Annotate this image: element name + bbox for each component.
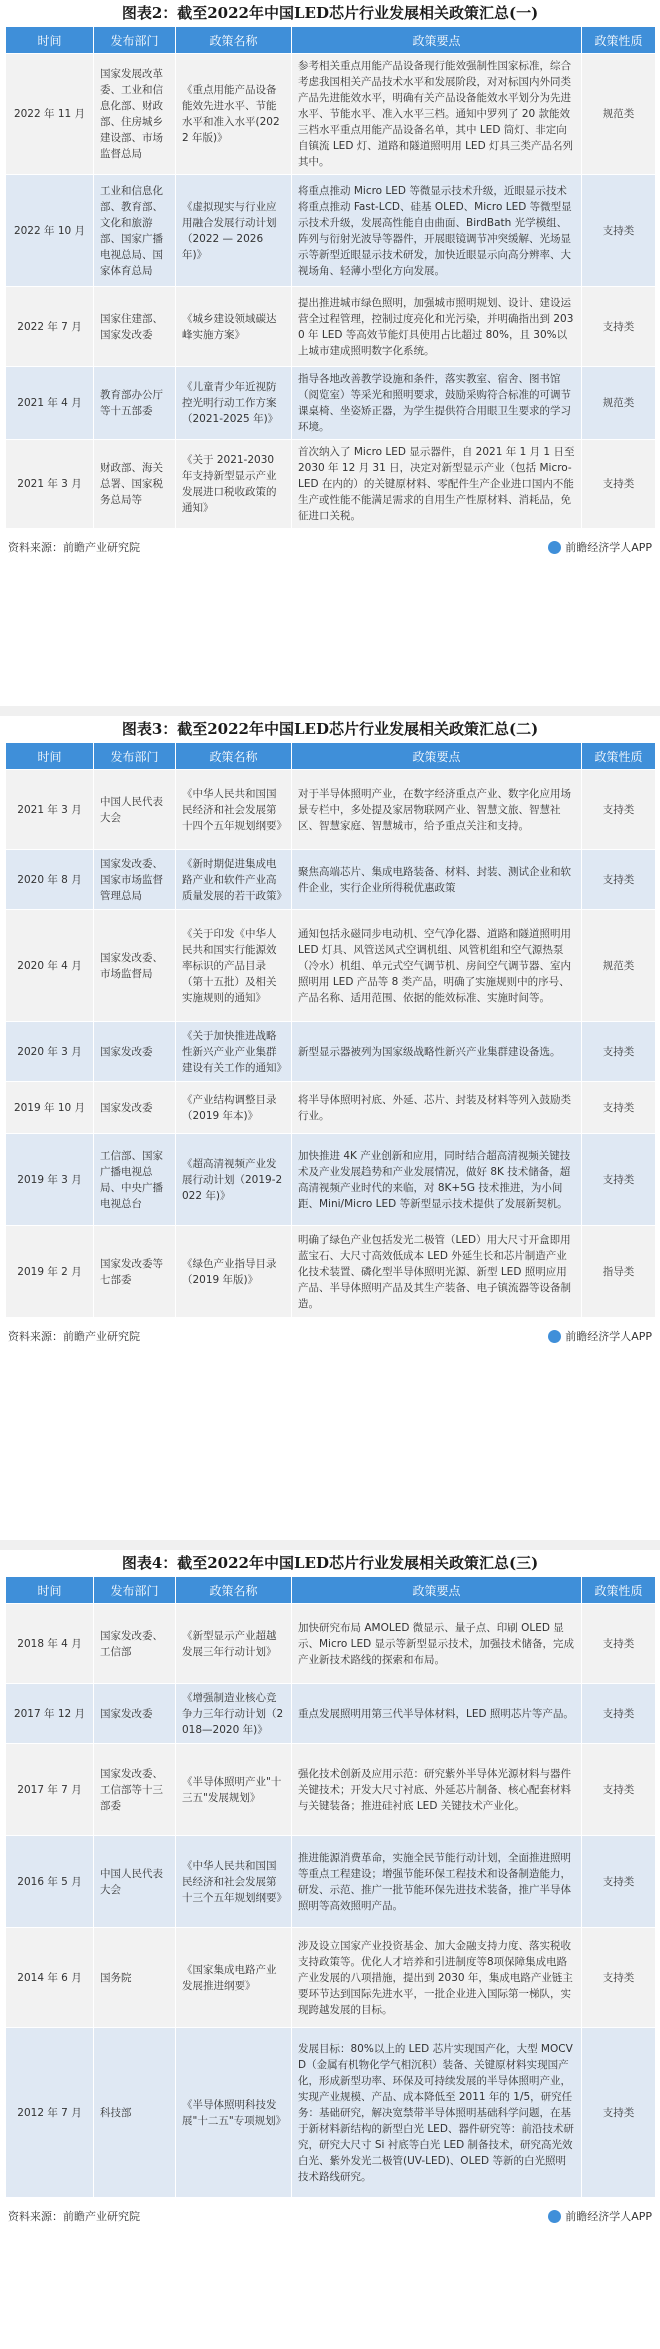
brand-label: 前瞻经济学人APP bbox=[565, 1330, 652, 1343]
cell-dept: 工信部、国家广播电视总局、中央广播电视总台 bbox=[94, 1134, 176, 1226]
header-nature: 政策性质 bbox=[582, 1577, 656, 1604]
header-time: 时间 bbox=[6, 743, 94, 770]
brand-logo-icon bbox=[548, 541, 561, 554]
cell-key: 重点发展照明用第三代半导体材料，LED 照明芯片等产品。 bbox=[292, 1684, 582, 1744]
cell-dept: 国家发改委、市场监督局 bbox=[94, 910, 176, 1022]
policy-table bbox=[5, 26, 656, 529]
table-footer bbox=[0, 2204, 660, 2228]
header-dept: 发布部门 bbox=[94, 743, 176, 770]
cell-dept: 国家发改委、国家市场监督管理总局 bbox=[94, 850, 176, 910]
cell-name: 《超高清视频产业发展行动计划（2019-2022 年)》 bbox=[176, 1134, 292, 1226]
brand-logo-icon bbox=[548, 2210, 561, 2223]
table-title: 图表2：截至2022年中国LED芯片行业发展相关政策汇总(一) bbox=[121, 4, 539, 22]
cell-key: 聚焦高端芯片、集成电路装备、材料、封装、测试企业和软件企业，实行企业所得税优惠政策 bbox=[292, 850, 582, 910]
cell-dept: 国家发改委、工信部等十三部委 bbox=[94, 1744, 176, 1836]
cell-name: 《关于加快推进战略性新兴产业产业集群建设有关工作的通知》 bbox=[176, 1022, 292, 1082]
cell-dept: 中国人民代表大会 bbox=[94, 770, 176, 850]
policy-table bbox=[5, 742, 656, 1318]
brand-label: 前瞻经济学人APP bbox=[565, 2210, 652, 2223]
cell-name: 《儿童青少年近视防控光明行动工作方案（2021-2025 年)》 bbox=[176, 367, 292, 440]
cell-key: 参考相关重点用能产品设备现行能效强制性国家标准，综合考虑我国相关产品技术水平和发展阶段，对对标国内外同类产品先进能效水平，明确有关产品设备能效水平划分为先进水平、节能水平、准入水平三档。通知中罗列了 20 款能效三档水平重点用能产品设备名单，其中 LED 筒灯、非定向自镇流 LED 灯、道路和隧道照明用 LED 灯具三类产品名列其中。 bbox=[292, 54, 582, 175]
section-divider bbox=[0, 1540, 660, 1550]
table-title: 图表4：截至2022年中国LED芯片行业发展相关政策汇总(三) bbox=[121, 1554, 539, 1572]
cell-time: 2022 年 7 月 bbox=[6, 287, 94, 367]
cell-key: 提出推进城市绿色照明，加强城市照明规划、设计、建设运营全过程管理，控制过度亮化和光污染，并明确指出到 2030 年 LED 等高效节能灯具使用占比超过 80%，且 30%以上城市建成照明数字化系统。 bbox=[292, 287, 582, 367]
header-key: 政策要点 bbox=[292, 743, 582, 770]
cell-key: 强化技术创新及应用示范：研究紫外半导体光源材料与器件关键技术；开发大尺寸衬底、外延芯片制备、核心配套材料与关键装备；推进硅衬底 LED 关键技术产业化。 bbox=[292, 1744, 582, 1836]
cell-name: 《中华人民共和国国民经济和社会发展第十三个五年规划纲要》 bbox=[176, 1836, 292, 1928]
cell-key: 加快研究布局 AMOLED 微显示、量子点、印刷 OLED 显示、Micro LED 显示等新型显示技术，加强技术储备，完成产业新技术路线的探索和布局。 bbox=[292, 1604, 582, 1684]
table-row bbox=[6, 1022, 656, 1082]
cell-key: 明确了绿色产业包括发光二极管（LED）用大尺寸开盒即用蓝宝石、大尺寸高效低成本 LED 外延生长和芯片制造产业化技术装置、磷化型半导体照明光源、新型 LED 照明应用产品、半导体照明产品及其生产装备、电子镇流器等设备制造。 bbox=[292, 1226, 582, 1318]
cell-nature: 支持类 bbox=[582, 1928, 656, 2028]
header-dept: 发布部门 bbox=[94, 27, 176, 54]
table-row bbox=[6, 1928, 656, 2028]
header-name: 政策名称 bbox=[176, 743, 292, 770]
table-row bbox=[6, 2028, 656, 2198]
header-name: 政策名称 bbox=[176, 27, 292, 54]
table-row bbox=[6, 1604, 656, 1684]
cell-key: 加快推进 4K 产业创新和应用，同时结合超高清视频关键技术及产业发展趋势和产业发展情况，做好 8K 技术储备，超高清视频产业时代的来临，对 8K+5G 技术推进，为小间距、Mini/Micro LED 等新型显示技术提供了发展新契机。 bbox=[292, 1134, 582, 1226]
source-note: 资料来源：前瞻产业研究院 bbox=[8, 541, 140, 554]
brand-logo-icon bbox=[548, 1330, 561, 1343]
cell-time: 2018 年 4 月 bbox=[6, 1604, 94, 1684]
cell-nature: 支持类 bbox=[582, 1836, 656, 1928]
cell-time: 2019 年 10 月 bbox=[6, 1082, 94, 1134]
table-row bbox=[6, 770, 656, 850]
policy-section-1 bbox=[0, 0, 660, 559]
cell-key: 发展目标：80%以上的 LED 芯片实现国产化，大型 MOCVD（金属有机物化学气相沉积）装备、关键原材料实现国产化，形成新型功率、环保及可持续发展的半导体照明产业，实现产业规模、产品、成本降低至 2011 年的 1/5，研究任务：基础研究，解决宽禁带半导体照明基础科学问题，在基于新材料新结构的新型白光 LED、器件研究等：前沿技术研究，研究大尺寸 Si 衬底等白光 LED 制备技术，研究高光效白光、紫外发光二极管(UV-LED)、OLED 等新的白光照明技术路线研究。 bbox=[292, 2028, 582, 2198]
table-header-row bbox=[6, 27, 656, 54]
table-title: 图表3：截至2022年中国LED芯片行业发展相关政策汇总(二) bbox=[121, 720, 539, 738]
cell-nature: 支持类 bbox=[582, 287, 656, 367]
cell-nature: 支持类 bbox=[582, 1744, 656, 1836]
cell-time: 2017 年 12 月 bbox=[6, 1684, 94, 1744]
brand-logo bbox=[548, 1328, 652, 1344]
header-dept: 发布部门 bbox=[94, 1577, 176, 1604]
cell-name: 《重点用能产品设备能效先进水平、节能水平和准入水平(2022 年版)》 bbox=[176, 54, 292, 175]
table-footer bbox=[0, 535, 660, 559]
policy-section-3 bbox=[0, 1550, 660, 2228]
cell-time: 2021 年 3 月 bbox=[6, 770, 94, 850]
table-row bbox=[6, 910, 656, 1022]
cell-time: 2012 年 7 月 bbox=[6, 2028, 94, 2198]
cell-name: 《国家集成电路产业发展推进纲要》 bbox=[176, 1928, 292, 2028]
cell-nature: 规范类 bbox=[582, 910, 656, 1022]
table-row bbox=[6, 1134, 656, 1226]
header-nature: 政策性质 bbox=[582, 27, 656, 54]
cell-time: 2021 年 3 月 bbox=[6, 440, 94, 529]
header-key: 政策要点 bbox=[292, 1577, 582, 1604]
cell-name: 《半导体照明科技发展"十二五"专项规划》 bbox=[176, 2028, 292, 2198]
table-footer bbox=[0, 1324, 660, 1348]
cell-nature: 支持类 bbox=[582, 440, 656, 529]
cell-time: 2019 年 3 月 bbox=[6, 1134, 94, 1226]
table-row bbox=[6, 367, 656, 440]
table-row bbox=[6, 287, 656, 367]
table-row bbox=[6, 1226, 656, 1318]
cell-key: 新型显示器被列为国家级战略性新兴产业集群建设备选。 bbox=[292, 1022, 582, 1082]
cell-name: 《城乡建设领域碳达峰实施方案》 bbox=[176, 287, 292, 367]
cell-key: 将半导体照明衬底、外延、芯片、封装及材料等列入鼓励类行业。 bbox=[292, 1082, 582, 1134]
cell-nature: 支持类 bbox=[582, 1134, 656, 1226]
cell-name: 《关于 2021-2030 年支持新型显示产业发展进口税收政策的通知》 bbox=[176, 440, 292, 529]
cell-name: 《新时期促进集成电路产业和软件产业高质量发展的若干政策》 bbox=[176, 850, 292, 910]
table-row bbox=[6, 850, 656, 910]
cell-nature: 指导类 bbox=[582, 1226, 656, 1318]
cell-nature: 支持类 bbox=[582, 850, 656, 910]
cell-nature: 支持类 bbox=[582, 175, 656, 287]
cell-time: 2022 年 11 月 bbox=[6, 54, 94, 175]
header-nature: 政策性质 bbox=[582, 743, 656, 770]
cell-nature: 支持类 bbox=[582, 1082, 656, 1134]
cell-dept: 财政部、海关总署、国家税务总局等 bbox=[94, 440, 176, 529]
table-header-row bbox=[6, 743, 656, 770]
cell-name: 《虚拟现实与行业应用融合发展行动计划（2022 — 2026 年)》 bbox=[176, 175, 292, 287]
cell-key: 推进能源消费革命，实施全民节能行动计划，全面推进照明等重点工程建设；增强节能环保工程技术和设备制造能力，研发、示范、推广一批节能环保先进技术装备，推广半导体照明等高效照明产品。 bbox=[292, 1836, 582, 1928]
header-time: 时间 bbox=[6, 27, 94, 54]
cell-name: 《增强制造业核心竞争力三年行动计划（2018—2020 年)》 bbox=[176, 1684, 292, 1744]
table-row bbox=[6, 1684, 656, 1744]
cell-nature: 支持类 bbox=[582, 770, 656, 850]
cell-key: 对于半导体照明产业，在数字经济重点产业、数字化应用场景专栏中，多处提及家居物联网产业、智慧文旅、智慧社区、智慧家庭、智慧城市，给予重点关注和支持。 bbox=[292, 770, 582, 850]
cell-time: 2016 年 5 月 bbox=[6, 1836, 94, 1928]
cell-dept: 国家发改委 bbox=[94, 1684, 176, 1744]
table-row bbox=[6, 1836, 656, 1928]
cell-key: 首次纳入了 Micro LED 显示器件，自 2021 年 1 月 1 日至 2030 年 12 月 31 日，决定对新型显示产业（包括 Micro-LED 在内的）的关键原材料、零配件生产企业进口国内不能生产或性能不能满足需求的自用生产性原材料、消耗品，免征进口关税。 bbox=[292, 440, 582, 529]
cell-dept: 教育部办公厅等十五部委 bbox=[94, 367, 176, 440]
cell-nature: 支持类 bbox=[582, 2028, 656, 2198]
cell-time: 2020 年 3 月 bbox=[6, 1022, 94, 1082]
source-note: 资料来源：前瞻产业研究院 bbox=[8, 2210, 140, 2223]
cell-dept: 国家发改委 bbox=[94, 1022, 176, 1082]
cell-name: 《关于印发《中华人民共和国实行能源效率标识的产品目录（第十五批）及相关实施规则的通知》 bbox=[176, 910, 292, 1022]
brand-label: 前瞻经济学人APP bbox=[565, 541, 652, 554]
table-row bbox=[6, 440, 656, 529]
section-divider bbox=[0, 706, 660, 716]
cell-nature: 规范类 bbox=[582, 367, 656, 440]
brand-logo bbox=[548, 539, 652, 555]
cell-dept: 科技部 bbox=[94, 2028, 176, 2198]
header-key: 政策要点 bbox=[292, 27, 582, 54]
cell-dept: 国家发改委等七部委 bbox=[94, 1226, 176, 1318]
table-row bbox=[6, 175, 656, 287]
cell-nature: 规范类 bbox=[582, 54, 656, 175]
cell-key: 通知包括永磁同步电动机、空气净化器、道路和隧道照明用 LED 灯具、风管送风式空调机组、风管机组和空气源热泵（冷水）机组、单元式空气调节机、房间空气调节器、室内照明用 LED 产品等 8 类产品，明确了实施规则中的序号、产品名称、适用范围、依据的能效标准、实施时间等。 bbox=[292, 910, 582, 1022]
cell-dept: 工业和信息化部、教育部、文化和旅游部、国家广播电视总局、国家体育总局 bbox=[94, 175, 176, 287]
policy-table bbox=[5, 1576, 656, 2198]
table-row bbox=[6, 1744, 656, 1836]
cell-dept: 国家住建部、国家发改委 bbox=[94, 287, 176, 367]
cell-time: 2020 年 8 月 bbox=[6, 850, 94, 910]
cell-time: 2019 年 2 月 bbox=[6, 1226, 94, 1318]
cell-nature: 支持类 bbox=[582, 1604, 656, 1684]
cell-time: 2017 年 7 月 bbox=[6, 1744, 94, 1836]
cell-nature: 支持类 bbox=[582, 1022, 656, 1082]
cell-name: 《半导体照明产业"十三五"发展规划》 bbox=[176, 1744, 292, 1836]
cell-time: 2021 年 4 月 bbox=[6, 367, 94, 440]
cell-nature: 支持类 bbox=[582, 1684, 656, 1744]
table-row bbox=[6, 1082, 656, 1134]
cell-key: 涉及设立国家产业投资基金、加大金融支持力度、落实税收支持政策等。优化人才培养和引进制度等8项保障集成电路产业发展的八项措施，提出到 2030 年，集成电路产业链主要环节达到国际先进水平，一批企业进入国际第一梯队，实现跨越发展的目标。 bbox=[292, 1928, 582, 2028]
table-header-row bbox=[6, 1577, 656, 1604]
cell-key: 将重点推动 Micro LED 等微显示技术升级，近眼显示技术将重点推动 Fast-LCD、硅基 OLED、Micro LED 等微型显示技术升级，发展高性能自由曲面、BirdBath 光学模组、阵列与衍射光波导等器件，开展眼镜调节冲突缓解、光场显示等新型近眼显示技术研发，加快近眼显示向高分辨率、大视场角、轻薄小型化方向发展。 bbox=[292, 175, 582, 287]
cell-name: 《绿色产业指导目录（2019 年版)》 bbox=[176, 1226, 292, 1318]
cell-dept: 国家发展改革委、工业和信息化部、财政部、住房城乡建设部、市场监督总局 bbox=[94, 54, 176, 175]
cell-dept: 国家发改委、工信部 bbox=[94, 1604, 176, 1684]
cell-key: 指导各地改善教学设施和条件，落实教室、宿舍、图书馆（阅览室）等采光和照明要求，鼓励采购符合标准的可调节课桌椅、坐姿矫正器，为学生提供符合用眼卫生要求的学习环境。 bbox=[292, 367, 582, 440]
cell-time: 2014 年 6 月 bbox=[6, 1928, 94, 2028]
table-row bbox=[6, 54, 656, 175]
cell-time: 2022 年 10 月 bbox=[6, 175, 94, 287]
cell-name: 《新型显示产业超越发展三年行动计划》 bbox=[176, 1604, 292, 1684]
header-time: 时间 bbox=[6, 1577, 94, 1604]
cell-dept: 国务院 bbox=[94, 1928, 176, 2028]
policy-section-2 bbox=[0, 716, 660, 1348]
source-note: 资料来源：前瞻产业研究院 bbox=[8, 1330, 140, 1343]
cell-dept: 国家发改委 bbox=[94, 1082, 176, 1134]
brand-logo bbox=[548, 2208, 652, 2224]
cell-time: 2020 年 4 月 bbox=[6, 910, 94, 1022]
cell-name: 《中华人民共和国国民经济和社会发展第十四个五年规划纲要》 bbox=[176, 770, 292, 850]
cell-name: 《产业结构调整目录（2019 年本)》 bbox=[176, 1082, 292, 1134]
header-name: 政策名称 bbox=[176, 1577, 292, 1604]
cell-dept: 中国人民代表大会 bbox=[94, 1836, 176, 1928]
